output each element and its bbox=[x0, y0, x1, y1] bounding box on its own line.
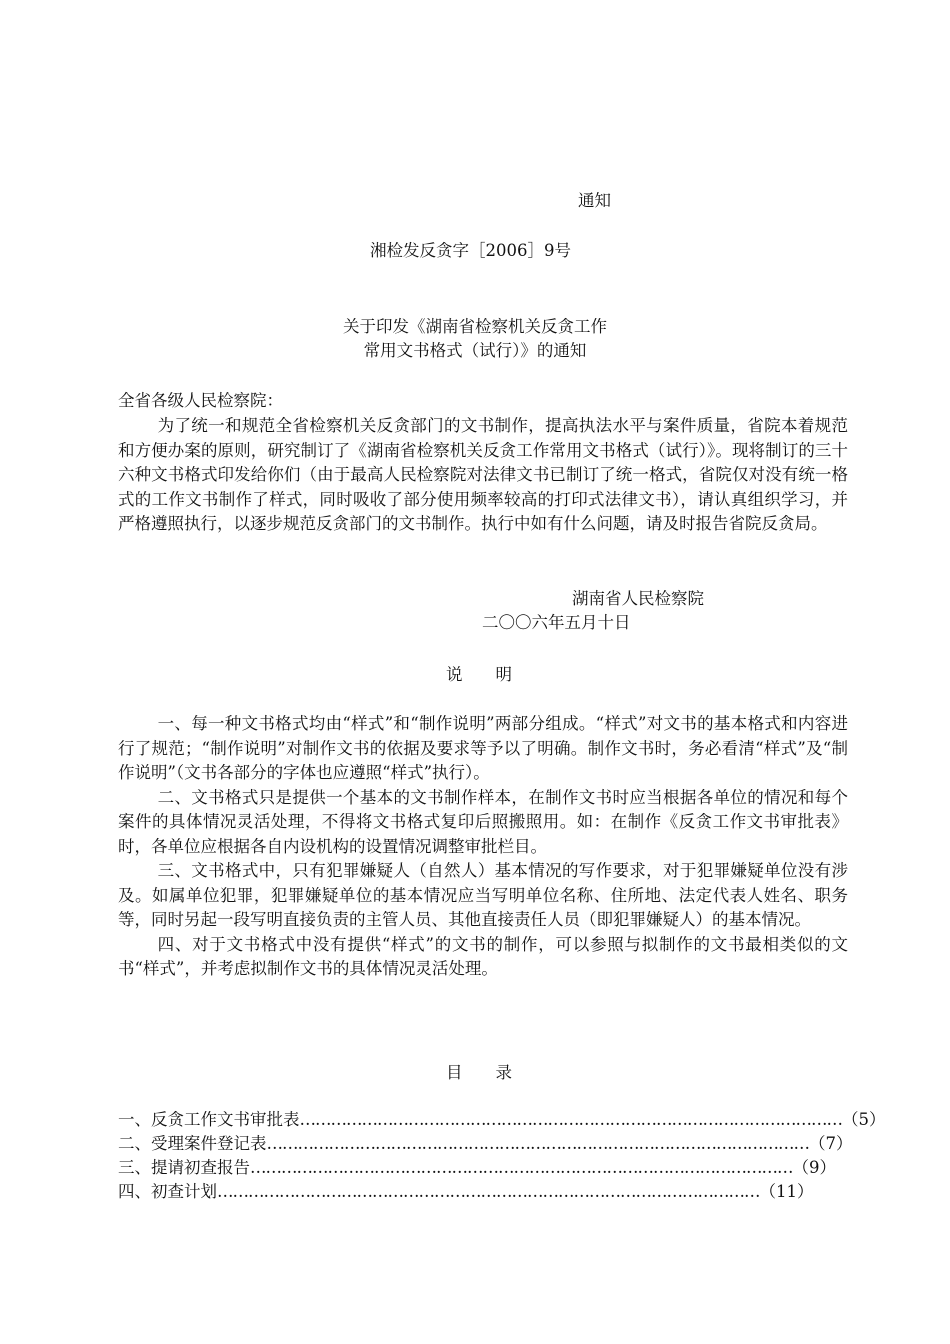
explanation-body bbox=[118, 712, 848, 982]
toc-entry-label: 一、反贪工作文书审批表 bbox=[118, 1110, 300, 1129]
notice-body bbox=[118, 414, 848, 537]
toc-entry-label: 二、受理案件登记表 bbox=[118, 1134, 267, 1153]
notice-title-line-1: 关于印发《湖南省检察机关反贪工作 bbox=[343, 317, 607, 336]
explanation-paragraph-2: 二、文书格式只是提供一个基本的文书制作样本，在制作文书时应当根据各单位的情况和每个案件的具体情况灵活处理，不得将文书格式复印后照搬照用。如：在制作《反贪工作文书审批表》时，各单位应根据各自内设机构的设置情况调整审批栏目。 bbox=[118, 787, 848, 856]
signature-date: 二〇〇六年五月十日 bbox=[482, 613, 631, 632]
toc-leader-dots: …………………………………………………………………………………………… bbox=[217, 1182, 760, 1201]
toc-entry-label: 三、提请初查报告 bbox=[118, 1158, 250, 1177]
toc-leader-dots: …………………………………………………………………………………………… bbox=[299, 1110, 842, 1129]
toc-entry-page: （9） bbox=[792, 1158, 836, 1177]
document-number: 湘检发反贪字［2006］9号 bbox=[370, 241, 571, 260]
toc-leader-dots: …………………………………………………………………………………………… bbox=[250, 1158, 793, 1177]
notice-body-paragraph: 为了统一和规范全省检察机关反贪部门的文书制作，提高执法水平与案件质量，省院本着规范和方便办案的原则，研究制订了《湖南省检察机关反贪工作常用文书格式（试行）》。现将制订的三十六种文书格式印发给你们（由于最高人民检察院对法律文书已制订了统一格式，省院仅对没有统一格式的工作文书制作了样式，同时吸收了部分使用频率较高的打印式法律文书），请认真组织学习，并严格遵照执行，以逐步规范反贪部门的文书制作。执行中如有什么问题，请及时报告省院反贪局。 bbox=[118, 416, 848, 533]
toc-entry[interactable] bbox=[118, 1156, 836, 1180]
explanation-paragraph-3: 三、文书格式中，只有犯罪嫌疑人（自然人）基本情况的写作要求，对于犯罪嫌疑单位没有涉及。如属单位犯罪，犯罪嫌疑单位的基本情况应当写明单位名称、住所地、法定代表人姓名、职务等，同时另起一段写明直接负责的主管人员、其他直接责任人员（即犯罪嫌疑人）的基本情况。 bbox=[118, 861, 848, 929]
signature-organization: 湖南省人民检察院 bbox=[572, 589, 704, 608]
explanation-paragraph-1: 一、每一种文书格式均由“样式”和“制作说明”两部分组成。“样式”对文书的基本格式和内容进行了规范；“制作说明”对制作文书的依据及要求等予以了明确。制作文书时，务必看清“样式”及“制作说明”（文书各部分的字体也应遵照“样式”执行）。 bbox=[118, 714, 848, 782]
notice-heading: 通知 bbox=[578, 191, 611, 210]
notice-title-line-2: 常用文书格式（试行）》的通知 bbox=[363, 341, 587, 360]
toc-entry-page: （7） bbox=[809, 1134, 853, 1153]
toc-entry-page: （11） bbox=[759, 1182, 814, 1201]
toc-entry-label: 四、初查计划 bbox=[118, 1182, 217, 1201]
salutation: 全省各级人民检察院： bbox=[118, 391, 283, 410]
toc-entry-page: （5） bbox=[842, 1110, 886, 1129]
toc-heading: 目 录 bbox=[446, 1063, 512, 1082]
toc-entry[interactable] bbox=[118, 1180, 814, 1204]
explanation-heading: 说 明 bbox=[446, 665, 512, 684]
explanation-paragraph-4: 四、对于文书格式中没有提供“样式”的文书的制作，可以参照与拟制作的文书最相类似的文书“样式”，并考虑拟制作文书的具体情况灵活处理。 bbox=[118, 934, 848, 978]
toc-leader-dots: …………………………………………………………………………………………… bbox=[266, 1134, 809, 1153]
toc-entry[interactable] bbox=[118, 1132, 853, 1156]
toc-entry[interactable] bbox=[118, 1108, 886, 1132]
